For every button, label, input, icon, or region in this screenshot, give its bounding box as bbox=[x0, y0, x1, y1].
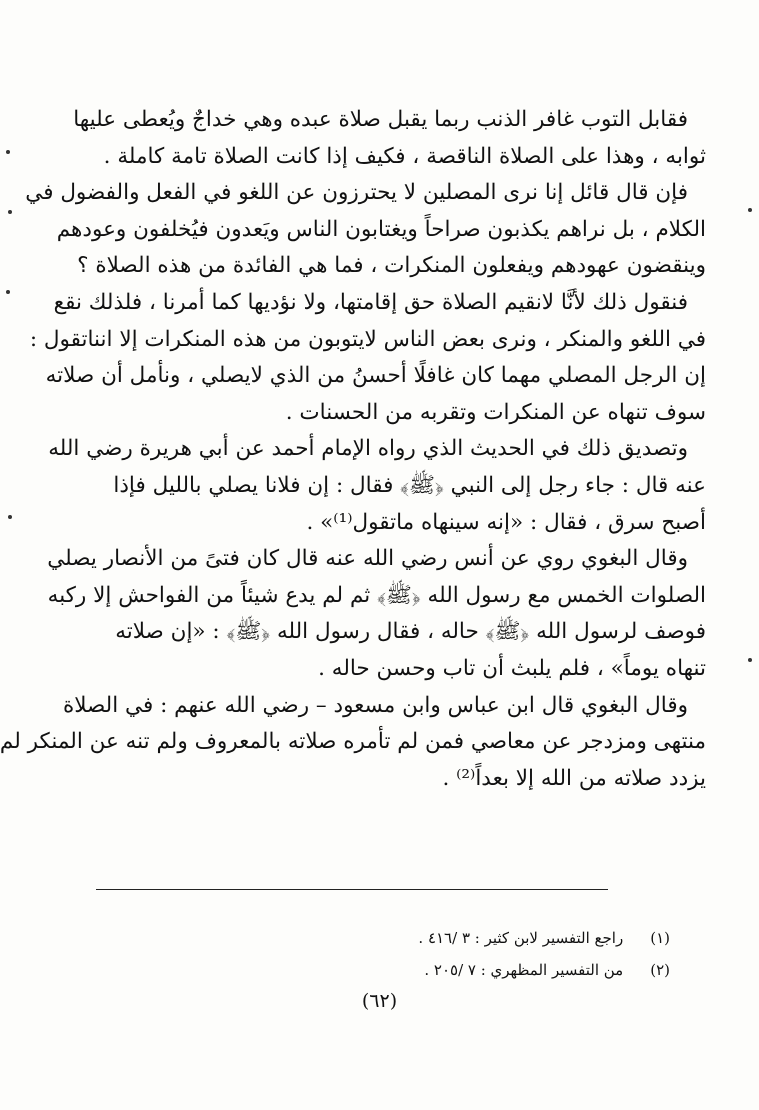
text-line: أصبح سرق ، فقال : «إنه سينهاه ماتقول⁽¹⁾» . bbox=[306, 509, 706, 535]
text-line: فقابل التوب غافر الذنب ربما يقبل صلاة عبده وهي خداجٌ ويُعطى عليها bbox=[73, 107, 688, 132]
paragraph-3 bbox=[29, 285, 706, 431]
text-line: وتصديق ذلك في الحديث الذي رواه الإمام أحمد عن أبي هريرة رضي الله bbox=[48, 436, 688, 462]
text-line: إن الرجل المصلي مهما كان غافلًا أحسنُ من الذي لايصلي ، ونأمل أن صلاته bbox=[45, 363, 706, 389]
text-line: يزدد صلاته من الله إلا بعداً⁽²⁾ . bbox=[442, 765, 706, 791]
scan-speck bbox=[748, 658, 752, 662]
page-number: (٦٢) bbox=[361, 990, 398, 1012]
text-line: الصلوات الخمس مع رسول الله ﴿ﷺ﴾ ثم لم يدع شيئاً من الفواحش إلا ركبه bbox=[47, 582, 706, 608]
text-line: تنهاه يوماً» ، فلم يلبث أن تاب وحسن حاله . bbox=[318, 655, 706, 681]
text-line: الكلام ، بل نراهم يكذبون صراحاً ويغتابون الناس ويَعدون فيُخلفون وعودهم bbox=[56, 216, 706, 242]
footnote-2 bbox=[300, 954, 670, 986]
main-text bbox=[0, 102, 706, 797]
footnote-text: راجع التفسير لابن كثير : ٣ /٤١٦ . bbox=[418, 929, 624, 947]
footnote-1 bbox=[300, 922, 670, 954]
text-line: فنقول ذلك لأنَّا لانقيم الصلاة حق إقامتها، ولا نؤديها كما أمرنا ، فلذلك نقع bbox=[53, 289, 688, 315]
text-line: وقال البغوي قال ابن عباس وابن مسعود – رضي الله عنهم : في الصلاة bbox=[62, 692, 688, 718]
scan-speck bbox=[6, 290, 10, 294]
text-line: ثوابه ، وهذا على الصلاة الناقصة ، فكيف إذا كانت الصلاة تامة كاملة . bbox=[103, 143, 706, 169]
footnote-divider bbox=[96, 889, 608, 890]
text-line: سوف تنهاه عن المنكرات وتقربه من الحسنات . bbox=[285, 399, 706, 425]
paragraph-4 bbox=[48, 431, 706, 541]
footnotes bbox=[300, 922, 670, 986]
scan-speck bbox=[8, 210, 12, 214]
text-line: وينقضون عهودهم ويفعلون المنكرات ، فما هي الفائدة من هذه الصلاة ؟ bbox=[77, 253, 706, 279]
text-line: وقال البغوي روي عن أنس رضي الله عنه قال كان فتىً من الأنصار يصلي bbox=[47, 546, 688, 572]
scan-speck bbox=[748, 208, 752, 212]
scan-speck bbox=[8, 515, 12, 519]
text-line: منتهى ومزدجر عن معاصي فمن لم تأمره صلاته بالمعروف ولم تنه عن المنكر لم bbox=[0, 729, 706, 755]
scan-speck bbox=[6, 150, 10, 154]
text-line: فوصف لرسول الله ﴿ﷺ﴾ حاله ، فقال رسول الله ﴿ﷺ﴾ : «إن صلاته bbox=[115, 619, 706, 645]
text-line: عنه قال : جاء رجل إلى النبي ﴿ﷺ﴾ فقال : إن فلانا يصلي بالليل فإذا bbox=[113, 472, 706, 498]
paragraph-2 bbox=[25, 175, 706, 285]
paragraph-1 bbox=[73, 102, 706, 175]
footnote-number: (١) bbox=[650, 929, 670, 947]
paragraph-5 bbox=[47, 541, 706, 687]
footnote-text: من التفسير المظهري : ٧ /٢٠٥ . bbox=[424, 961, 624, 979]
text-line: في اللغو والمنكر ، ونرى بعض الناس لايتوبون من هذه المنكرات إلا انناتقول : bbox=[29, 326, 706, 352]
text-line: فإن قال قائل إنا نرى المصلين لا يحترزون عن اللغو في الفعل والفضول في bbox=[25, 180, 688, 206]
footnote-number: (٢) bbox=[650, 961, 670, 979]
paragraph-6 bbox=[0, 688, 706, 798]
